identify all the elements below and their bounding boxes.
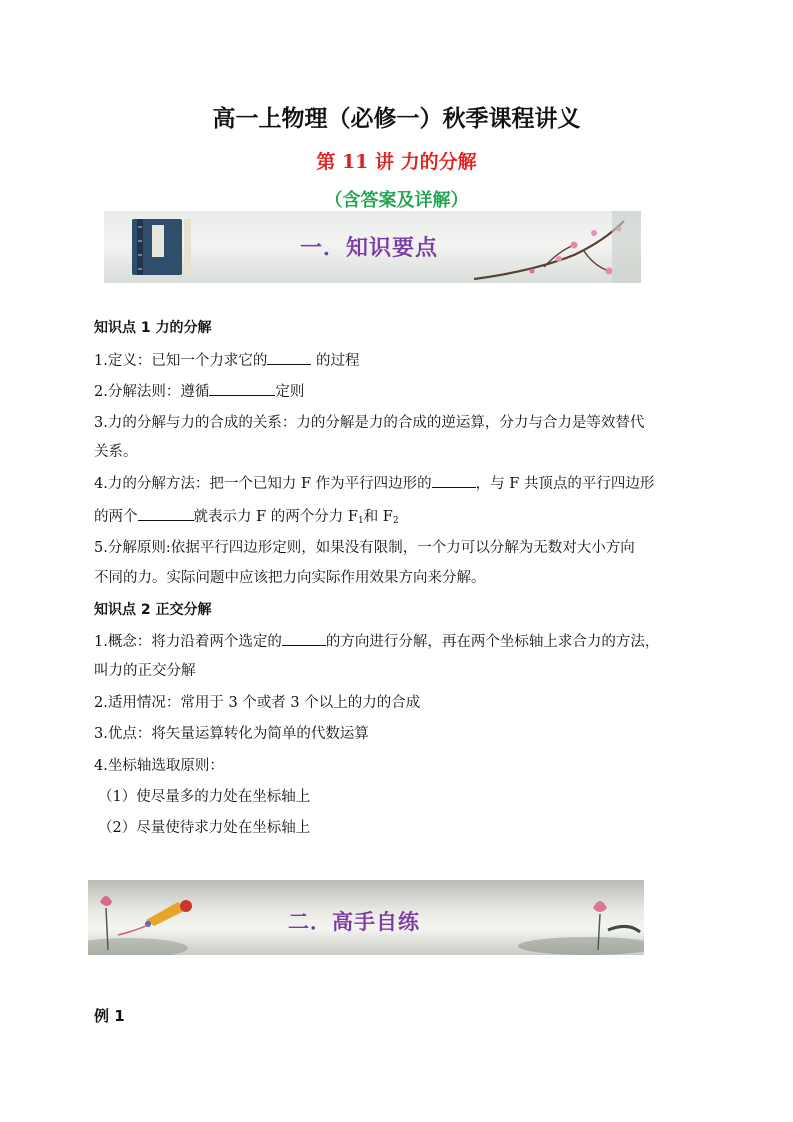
example-label: 例 1 (94, 1007, 125, 1025)
fill-blank (138, 506, 194, 521)
fill-blank (209, 381, 275, 396)
lesson-title: 第 11 讲 力的分解 (316, 151, 477, 173)
kp1-item1 (94, 350, 359, 371)
document-title: 高一上物理（必修一）秋季课程讲义 (212, 105, 581, 132)
fill-blank (432, 473, 476, 488)
kp2-heading: 知识点 2 正交分解 (94, 602, 212, 618)
kp1-item4-text-c: 的两个 (94, 509, 138, 525)
kp2-item1-line1 (94, 631, 659, 652)
fill-blank (282, 631, 326, 646)
kp1-item4-line1 (94, 473, 654, 494)
kp1-item1-text-b: 的过程 (311, 353, 360, 369)
kp2-item4-sub2: （2）尽量使待求力处在坐标轴上 (98, 820, 311, 836)
kp2-item2: 2.适用情况：常用于 3 个或者 3 个以上的力的合成 (94, 695, 421, 711)
kp1-item2 (94, 381, 304, 402)
kp1-item4-line2 (94, 506, 399, 531)
kp1-item4-text-b: ，与 F 共顶点的平行四边形 (475, 476, 655, 492)
kp1-item4-text-a: 4.力的分解方法：把一个已知力 F 作为平行四边形的 (94, 476, 432, 492)
section-banner-knowledge (104, 211, 641, 283)
kp2-item1-line2: 叫力的正交分解 (94, 663, 196, 679)
kp1-item5-line1: 5.分解原则:依据平行四边形定则，如果没有限制，一个力可以分解为无数对大小方向 (94, 540, 635, 556)
kp1-item4-text-d: 就表示力 F 的两个分力 F (193, 509, 358, 525)
kp1-item1-text-a: 1.定义：已知一个力求它的 (94, 353, 268, 369)
section-heading-knowledge: 一．知识要点 (300, 236, 439, 261)
subscript: 1 (357, 516, 364, 526)
kp1-item2-text-b: 定则 (275, 384, 305, 400)
section-heading-practice: 二．高手自练 (288, 910, 420, 934)
kp1-heading: 知识点 1 力的分解 (94, 320, 212, 336)
kp1-item4-text-e: 和 F (363, 509, 393, 525)
kp1-item5-line2: 不同的力。实际问题中应该把力向实际作用效果方向来分解。 (94, 570, 486, 586)
kp2-item1-text-a: 1.概念：将力沿着两个选定的 (94, 634, 282, 650)
kp1-item3-line2: 关系。 (94, 444, 138, 460)
kp2-item3: 3.优点：将矢量运算转化为简单的代数运算 (94, 726, 369, 742)
kp1-item3-line1: 3.力的分解与力的合成的关系：力的分解是力的合成的逆运算，分力与合力是等效替代 (94, 415, 645, 431)
kp2-item4: 4.坐标轴选取原则： (94, 758, 224, 774)
subscript: 2 (392, 516, 399, 526)
kp1-item2-text-a: 2.分解法则：遵循 (94, 384, 210, 400)
answer-note: （含答案及详解） (324, 190, 469, 211)
fill-blank (267, 350, 311, 365)
kp2-item4-sub1: （1）使尽量多的力处在坐标轴上 (98, 789, 311, 805)
kp2-item1-text-b: 的方向进行分解，再在两个坐标轴上求合力的方法， (325, 634, 660, 650)
section-banner-practice (88, 880, 644, 955)
